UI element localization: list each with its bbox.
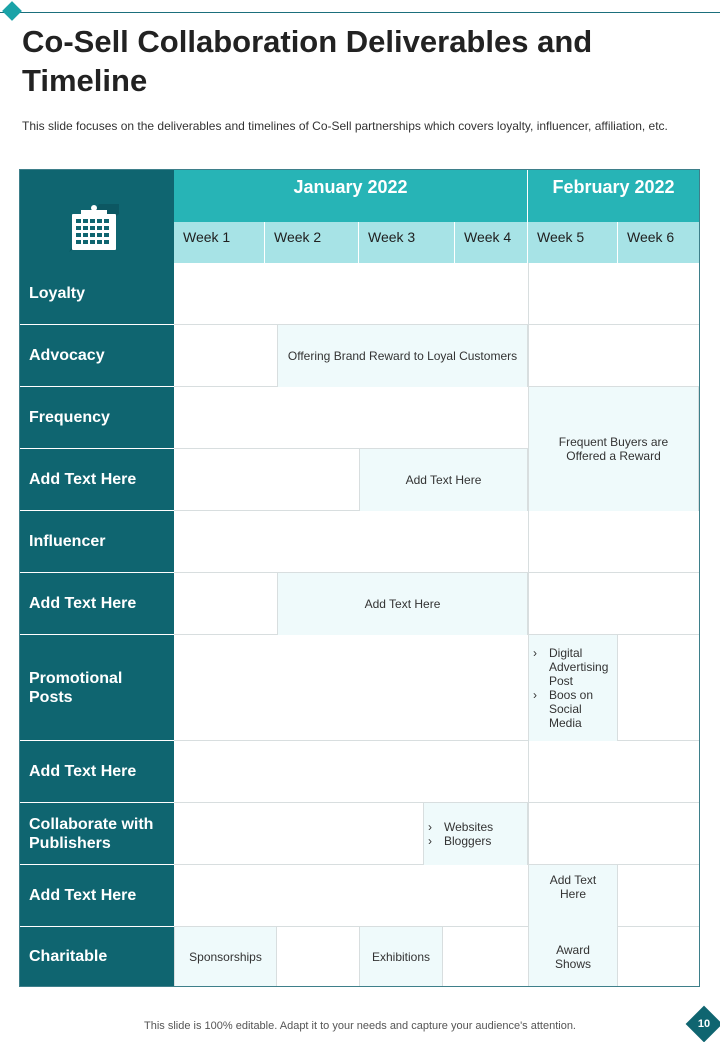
task-award-shows	[528, 927, 618, 986]
row-label-frequency: Frequency	[20, 387, 174, 449]
row-label-promotional-posts: Promotional Posts	[20, 635, 174, 741]
task-add-text-2	[277, 573, 528, 635]
month-february: February 2022	[528, 170, 699, 222]
row-label-add-text-1: Add Text Here	[20, 449, 174, 511]
list-item: › Bloggers	[424, 834, 493, 848]
row-label-charitable: Charitable	[20, 927, 174, 986]
week-1: Week 1	[174, 222, 265, 263]
task-text: Frequent Buyers are Offered a Reward	[558, 435, 669, 463]
task-add-text-1	[359, 449, 528, 511]
week-2: Week 2	[265, 222, 359, 263]
row-label-influencer: Influencer	[20, 511, 174, 573]
calendar-icon	[69, 204, 119, 252]
row-bg	[174, 635, 699, 741]
task-text: Offering Brand Reward to Loyal Customers	[287, 349, 518, 363]
row-label-advocacy: Advocacy	[20, 325, 174, 387]
row-label-publishers: Collaborate with Publishers	[20, 803, 174, 865]
diamond-icon	[2, 1, 22, 21]
week-5: Week 5	[528, 222, 618, 263]
week-6: Week 6	[618, 222, 699, 263]
task-text: Add Text Here	[364, 597, 441, 611]
row-bg	[174, 263, 699, 325]
task-sponsorships	[174, 927, 277, 986]
page-title: Co-Sell Collaboration Deliverables and Timeline	[22, 24, 593, 98]
timeline-table	[19, 169, 700, 987]
row-bg	[174, 741, 699, 803]
promo-list	[529, 646, 609, 730]
page-number: 10	[697, 1018, 711, 1030]
task-add-text-3	[528, 865, 618, 927]
month-january: January 2022	[174, 170, 528, 222]
top-rule	[0, 12, 720, 13]
task-advocacy	[277, 325, 528, 387]
task-text: Add Text Here	[405, 473, 482, 487]
list-item: › Digital Advertising Post	[529, 646, 609, 688]
page-subtitle: This slide focuses on the deliverables and timelines of Co-Sell partnerships which covers loyalty, influencer, affiliation, etc.	[22, 119, 668, 133]
row-label-add-text-4: Add Text Here	[20, 865, 174, 927]
row-label-add-text-2: Add Text Here	[20, 573, 174, 635]
row-label-add-text-3: Add Text Here	[20, 741, 174, 803]
task-text: Sponsorships	[189, 949, 262, 964]
task-promotional-posts	[528, 635, 618, 741]
publisher-list	[424, 820, 493, 848]
week-4: Week 4	[455, 222, 528, 263]
list-item: › Websites	[424, 820, 493, 834]
task-text: Award Shows	[554, 942, 592, 971]
row-label-loyalty: Loyalty	[20, 263, 174, 325]
task-text: Add Text Here	[549, 873, 597, 901]
task-text: Exhibitions	[371, 949, 431, 964]
row-bg	[174, 511, 699, 573]
row-bg	[174, 865, 699, 927]
footer-note: This slide is 100% editable. Adapt it to your needs and capture your audience's attention.	[144, 1020, 576, 1032]
task-frequency	[528, 387, 699, 511]
header-corner	[20, 170, 174, 263]
task-publishers	[423, 803, 528, 865]
list-item: › Boos on Social Media	[529, 688, 609, 730]
week-3: Week 3	[359, 222, 455, 263]
task-exhibitions	[359, 927, 443, 986]
